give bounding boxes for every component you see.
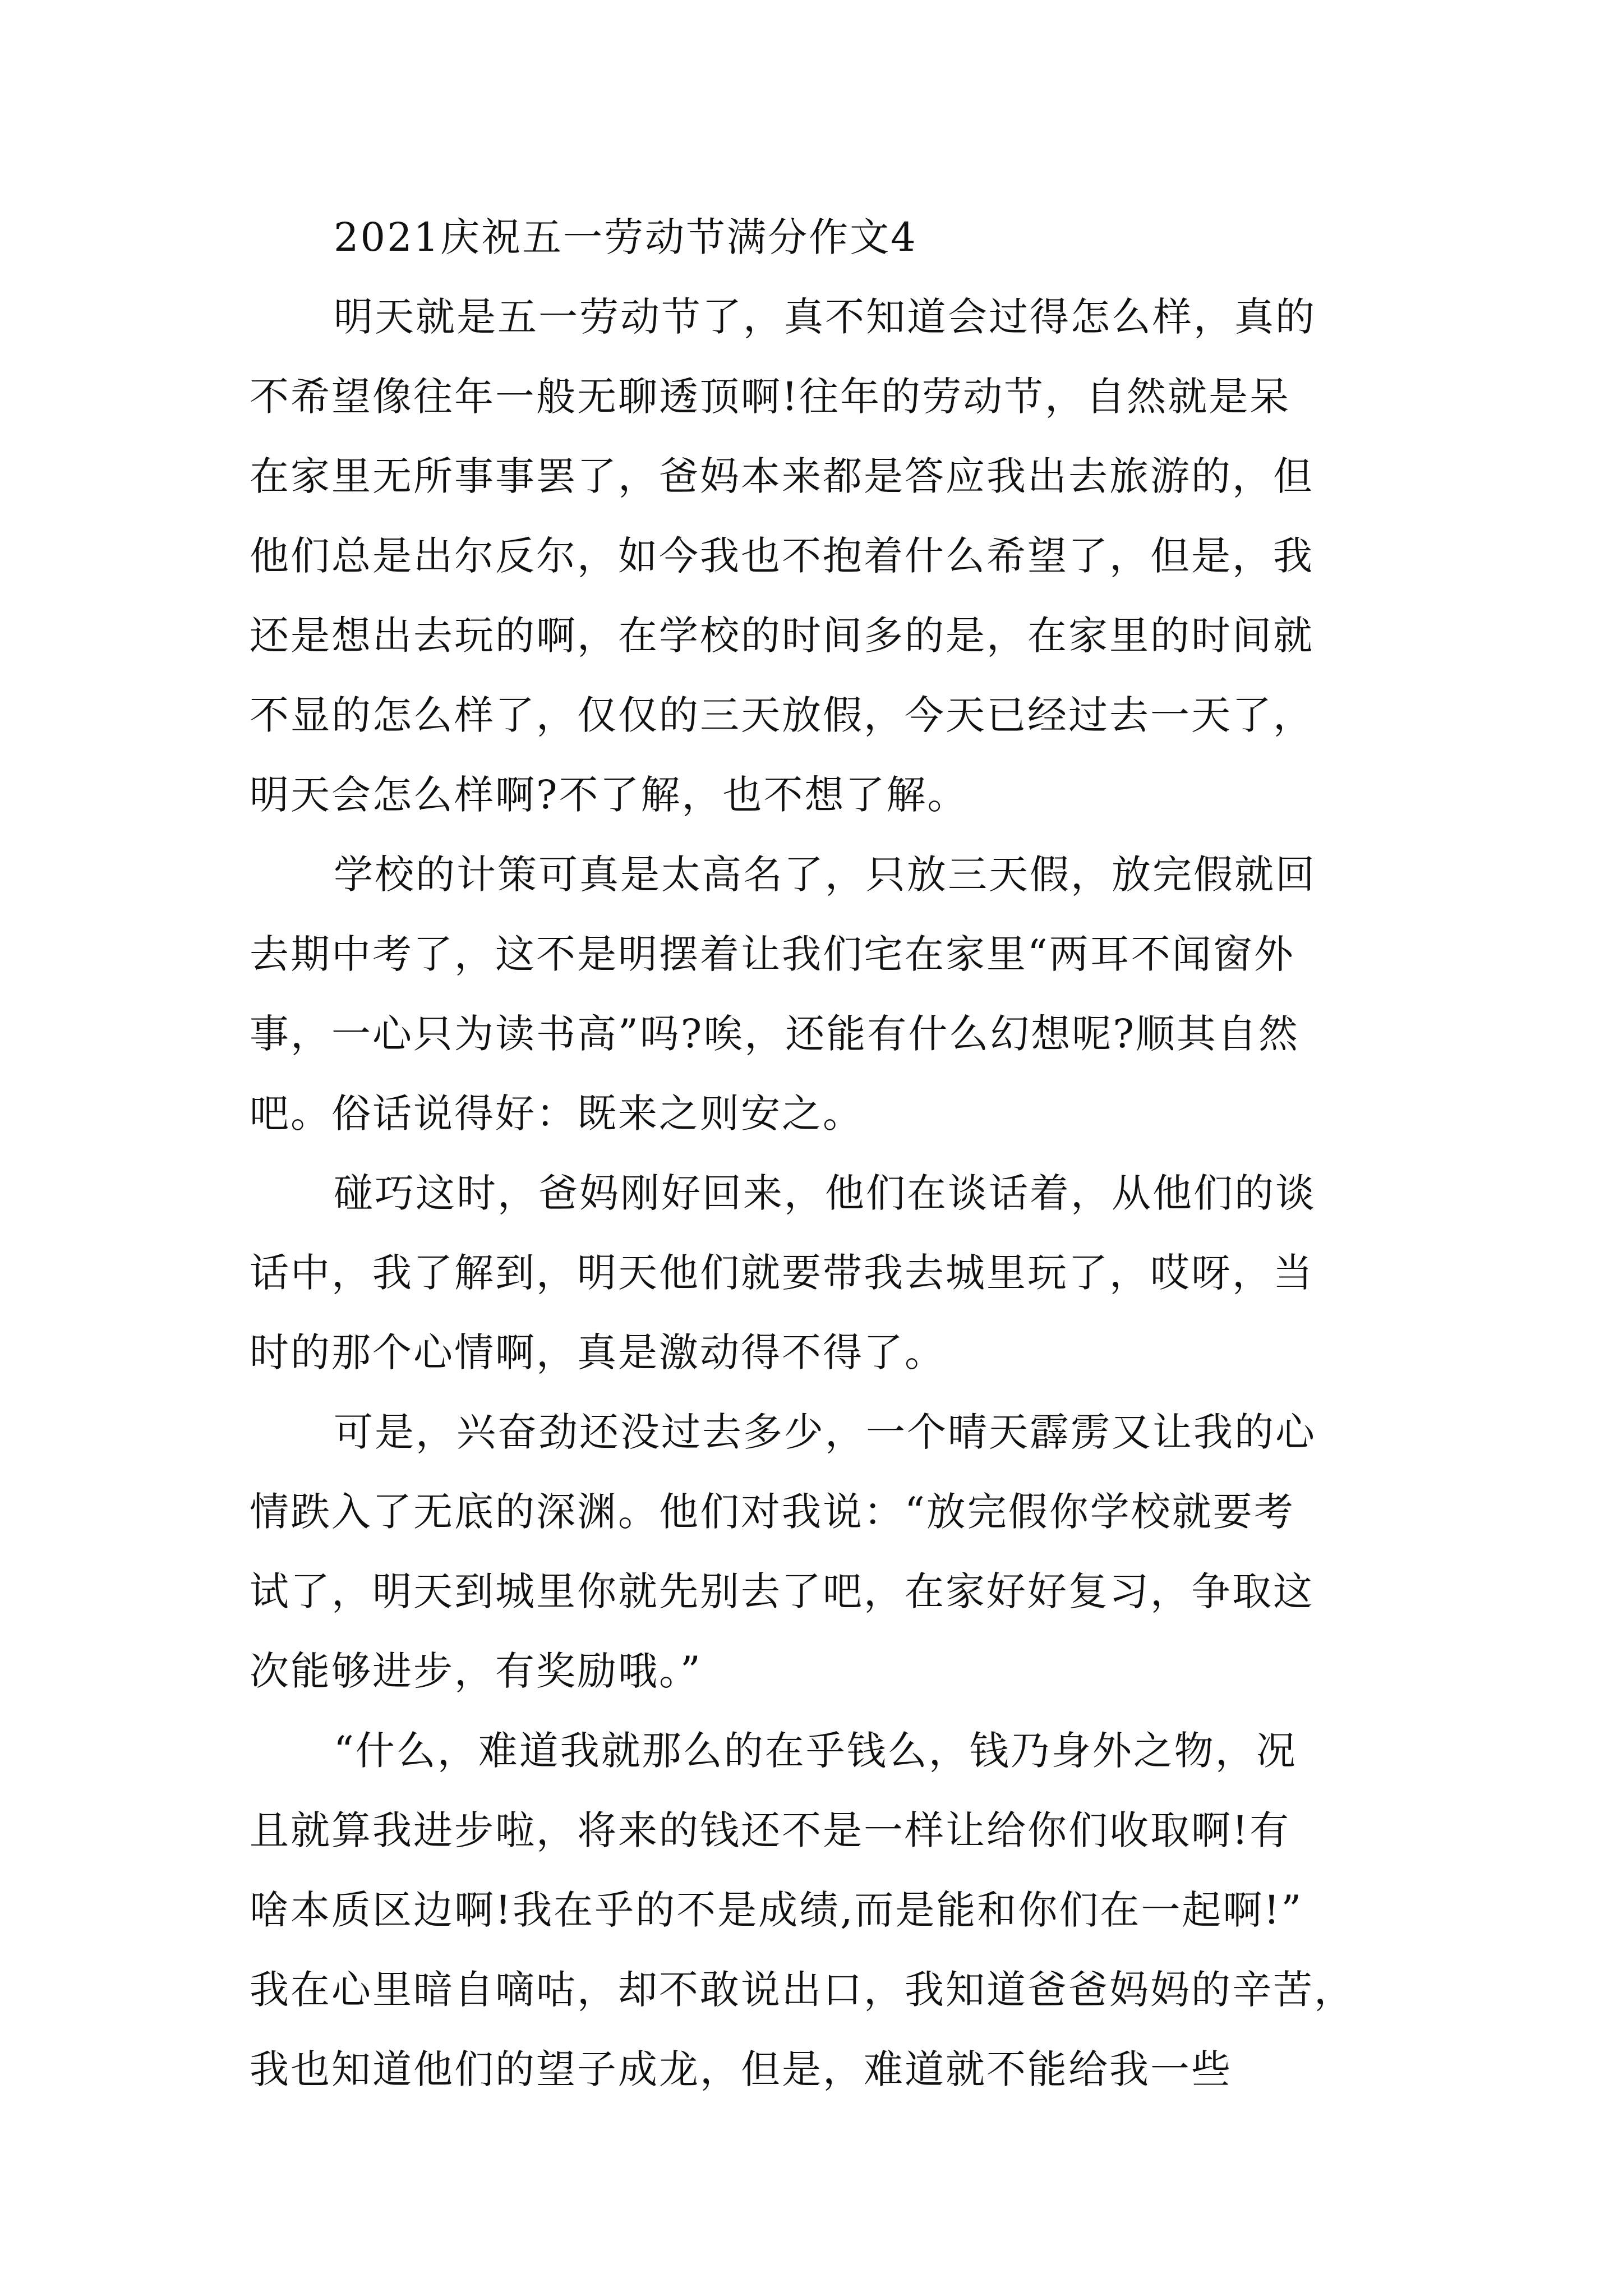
text-line: 吧。俗话说得好：既来之则安之。 [250, 1091, 864, 1137]
text-line: 明天就是五一劳动节了，真不知道会过得怎么样，真的 [334, 294, 1316, 340]
text-line: 碰巧这时，爸妈刚好回来，他们在谈话着，从他们的谈 [334, 1170, 1316, 1216]
text-line: 学校的计策可真是太高名了，只放三天假，放完假就回 [334, 852, 1316, 898]
text-line: 话中，我了解到，明天他们就要带我去城里玩了，哎呀，当 [250, 1250, 1314, 1296]
text-line: 他们总是出尔反尔，如今我也不抱着什么希望了，但是，我 [250, 533, 1314, 579]
text-line: “什么，难道我就那么的在乎钱么，钱乃身外之物，况 [334, 1728, 1297, 1774]
text-line: 不希望像往年一般无聊透顶啊!往年的劳动节，自然就是呆 [250, 374, 1291, 420]
text-line: 啥本质区边啊!我在乎的不是成绩,而是能和你们在一起啊!” [250, 1887, 1303, 1933]
text-line: 试了，明天到城里你就先别去了吧，在家好好复习，争取这 [250, 1568, 1314, 1614]
text-line: 明天会怎么样啊?不了解，也不想了解。 [250, 772, 969, 818]
text-line: 去期中考了，这不是明摆着让我们宅在家里“两耳不闻窗外 [250, 931, 1295, 977]
text-line: 时的那个心情啊，真是激动得不得了。 [250, 1329, 946, 1375]
text-line: 还是想出去玩的啊，在学校的时间多的是，在家里的时间就 [250, 613, 1314, 659]
document-title: 2021庆祝五一劳动节满分作文4 [334, 214, 917, 260]
text-line: 在家里无所事事罢了，爸妈本来都是答应我出去旅游的，但 [250, 453, 1314, 499]
text-line: 我也知道他们的望子成龙，但是，难道就不能给我一些 [250, 2046, 1232, 2092]
text-line: 我在心里暗自嘀咕，却不敢说出口，我知道爸爸妈妈的辛苦， [250, 1967, 1355, 2013]
text-line: 可是，兴奋劲还没过去多少，一个晴天霹雳又让我的心 [334, 1409, 1316, 1455]
text-line: 不显的怎么样了，仅仅的三天放假，今天已经过去一天了， [250, 692, 1314, 738]
text-line: 且就算我进步啦，将来的钱还不是一样让给你们收取啊!有 [250, 1807, 1291, 1853]
text-line: 事，一心只为读书高”吗?唉，还能有什么幻想呢?顺其自然 [250, 1011, 1299, 1057]
text-line: 情跌入了无底的深渊。他们对我说：“放完假你学校就要考 [250, 1489, 1295, 1535]
text-line: 次能够进步，有奖励哦。” [250, 1648, 702, 1694]
